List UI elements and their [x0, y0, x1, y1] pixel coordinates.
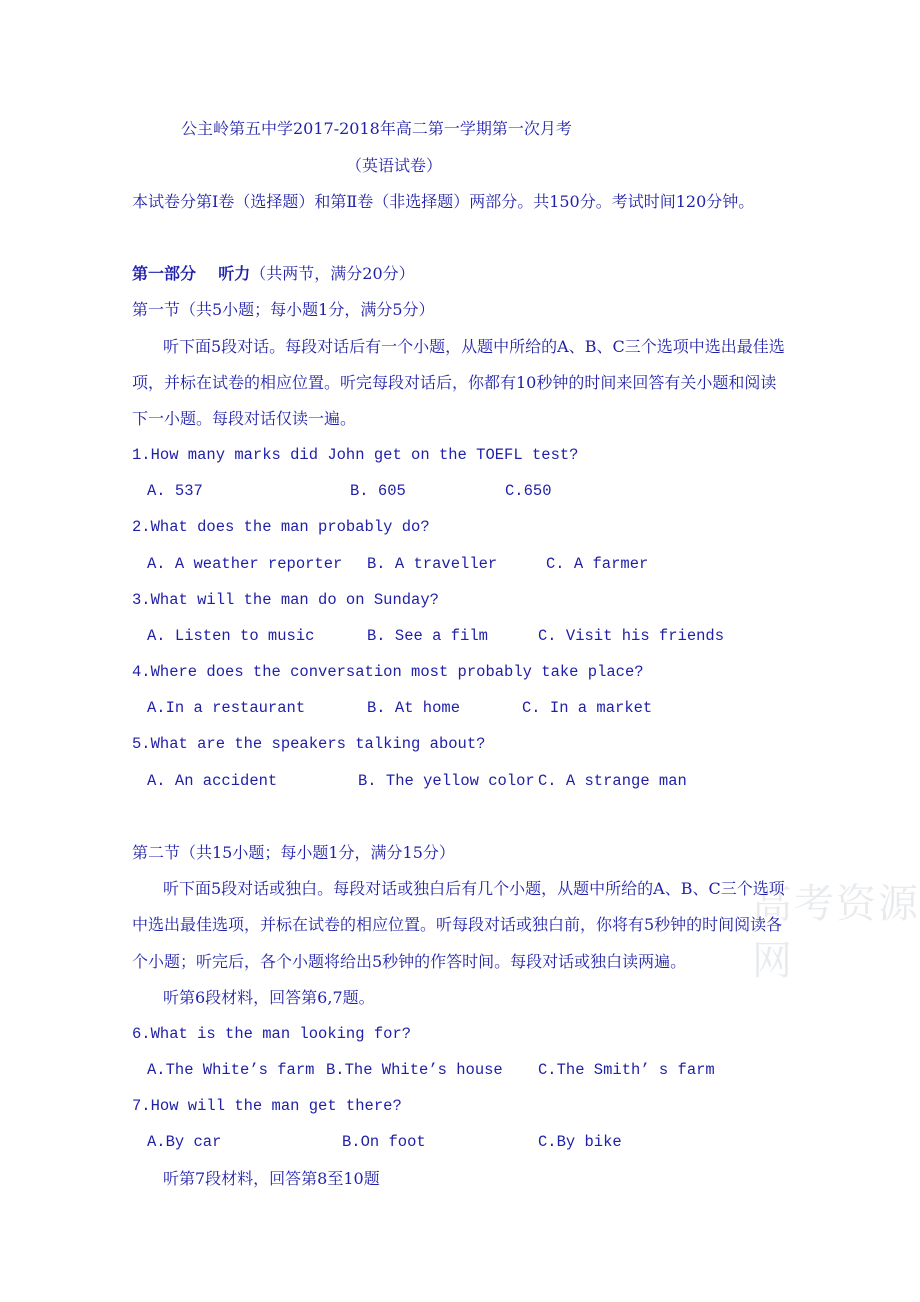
section2-instruction-line: 听下面5段对话或独白。每段对话或独白后有几个小题，从题中所给的A、B、C三个选项: [163, 879, 785, 898]
question-6-option-c: C.The Smith’ s farm: [538, 1061, 715, 1079]
watermark: 高考资源网: [752, 881, 920, 984]
question-6-option-b: B.The White’s house: [326, 1061, 503, 1079]
section1-instruction-line: 听下面5段对话。每段对话后有一个小题，从题中所给的A、B、C三个选项中选出最佳选: [163, 337, 785, 356]
question-5-option-b: B. The yellow color: [358, 772, 535, 790]
question-2-stem: 2.What does the man probably do?: [132, 518, 430, 536]
question-6-option-a: A.The White’s farm: [147, 1061, 315, 1079]
question-5-option-a: A. An accident: [147, 772, 278, 790]
section2-instruction-line: 中选出最佳选项，并标在试卷的相应位置。听每段对话或独白前，你将有5秒钟的时间阅读各: [132, 915, 783, 934]
question-3-option-b: B. See a film: [367, 627, 488, 645]
section2-instruction-line: 个小题；听完后，各个小题将给出5秒钟的作答时间。每段对话或独白读两遍。: [132, 952, 687, 971]
question-5-stem: 5.What are the speakers talking about?: [132, 735, 486, 753]
question-2-option-c: C. A farmer: [546, 555, 649, 573]
question-3-option-a: A. Listen to music: [147, 627, 315, 645]
question-4-option-c: C. In a market: [522, 699, 653, 717]
question-2-option-b: B. A traveller: [367, 555, 498, 573]
exam-title: 公主岭第五中学2017-2018年高二第一学期第一次月考: [181, 119, 572, 138]
question-7-stem: 7.How will the man get there?: [132, 1097, 402, 1115]
section1-heading: 第一节（共5小题；每小题1分，满分5分）: [132, 300, 435, 319]
part1-heading-bold: 第一部分 听力: [132, 264, 251, 283]
part1-heading-rest: （共两节，满分20分）: [250, 264, 415, 283]
question-4-option-b: B. At home: [367, 699, 461, 717]
question-2-option-a: A. A weather reporter: [147, 555, 343, 573]
exam-subtitle: （英语试卷）: [346, 156, 443, 175]
section1-instruction-line: 下一小题。每段对话仅读一遍。: [132, 409, 357, 428]
material-7-note: 听第7段材料，回答第8至10题: [163, 1169, 380, 1188]
question-6-stem: 6.What is the man looking for?: [132, 1025, 412, 1043]
question-5-option-c: C. A strange man: [538, 772, 687, 790]
material-6-note: 听第6段材料，回答第6,7题。: [163, 988, 375, 1007]
exam-intro: 本试卷分第Ⅰ卷（选择题）和第Ⅱ卷（非选择题）两部分。共150分。考试时间120分钟。: [132, 192, 755, 211]
question-1-option-b: B. 605: [350, 482, 406, 500]
question-7-option-a: A.By car: [147, 1133, 222, 1151]
question-4-option-a: A.In a restaurant: [147, 699, 306, 717]
question-1-option-c: C.650: [505, 482, 552, 500]
question-3-stem: 3.What will the man do on Sunday?: [132, 591, 439, 609]
question-3-option-c: C. Visit his friends: [538, 627, 725, 645]
question-7-option-c: C.By bike: [538, 1133, 622, 1151]
question-4-stem: 4.Where does the conversation most probably take place?: [132, 663, 644, 681]
question-1-option-a: A. 537: [147, 482, 203, 500]
question-1-stem: 1.How many marks did John get on the TOEFL test?: [132, 446, 579, 464]
question-7-option-b: B.On foot: [342, 1133, 426, 1151]
section1-instruction-line: 项，并标在试卷的相应位置。听完每段对话后，你都有10秒钟的时间来回答有关小题和阅读: [132, 373, 777, 392]
part1-heading: [132, 263, 415, 285]
section2-heading: 第二节（共15小题；每小题1分，满分15分）: [132, 843, 455, 862]
